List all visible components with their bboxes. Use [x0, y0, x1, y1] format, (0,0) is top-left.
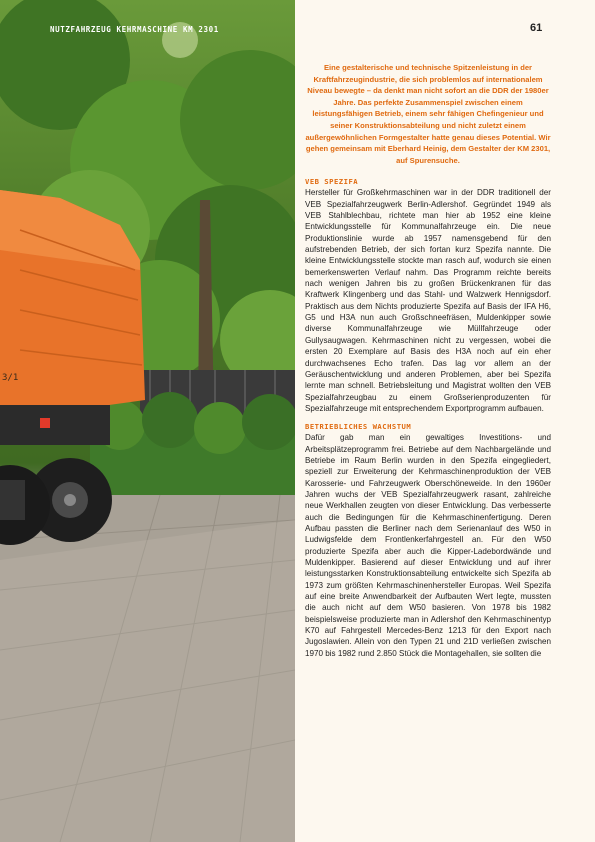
svg-text:3/1: 3/1: [2, 373, 19, 383]
hedge: [90, 392, 295, 500]
page-number: 61: [530, 22, 543, 34]
street-sweeper-photo: [0, 0, 295, 842]
section-heading: BETRIEBLICHES WACHSTUM: [305, 422, 412, 432]
section-body: Hersteller für Großkehrmaschinen war in der DDR traditionell der VEB Spezialfahrzeugwerk Berlin-Adlershof. Gegründet 1949 als VEB Stahlblechbau, richtete man hier ab 1952 eine kleine Entwicklungsstelle für Kommunalfahrzeuge ein. Die neue Produktionslinie wurde ab 1957 namensgebend für den aufstrebenden Betrieb, der sich fortan kurz Spezifa nannte. Die kleine Entwicklungsstelle stockte man rasch auf, wodurch sie einen bemerkenswerten Verlauf nahm. Das Programm reichte bereits nach wenigen Jahren bis zu großen Brückenkranen für das Kraftwerk Klingenberg und das Stahl- und Walzwerk Hennigsdorf. Praktisch aus dem Nichts produzierte Spezifa auf Basis der IFA H6, G5 und H3A nun auch Großschneefräsen, Muldenkipper sowie diverse Kommunalfahrzeuge wie Müllfahrzeuge oder Gullysaugwagen. Kehrmaschinen nicht zu vergessen, wobei die ersten 20 Exemplare auf Basis des H3A noch auf ein eher durchwachsenes Echo trafen. Das lag vor allem an der Geräuschentwicklung und anderen Problemen, aber bei Spezifa lernte man schnell. Betriebsleitung und Magistrat wollten den VEB Spezialfahrzeugbau zu einem Großserienproduzenten für Spezialfahrzeuge mit entsprechendem Exportprogramm aufbauen.: [305, 188, 551, 413]
photo-illustration: [0, 0, 295, 842]
article-column: [305, 62, 551, 666]
section-body: Dafür gab man ein gewaltiges Investitions- und Arbeitsplätzeprogramm frei. Betriebe auf dem Nachbargelände und Betriebe im Raum Berlin wurden in den Spezifa eingegliedert, speziell zur Erweiterung der Kehrmaschinenproduktion der VEB Karosserie- und Fahrzeugwerk Oberschöneweide. In den 1960er Jahren wuchs der VEB Spezialfahrzeugwerk rasant, zahlreiche neue Werkhallen zeugten von dieser Entwicklung. Das verbesserte auch die Bedingungen für die Kehrmaschinenfertigung. Deren Aufbau passten die Berliner nach dem Serienanlauf des W50 in Ludwigsfelde dem Frontlenkerfahrgestell an. Für den W50 produzierte Spezifa aber auch die Kipper-Ladebordwände und Muldenkipper. Basierend auf dieser Entwicklung und auf ihrer leistungsstarken Konstruktionsabteilung entwickelte sich Spezifa ab 1973 zum größten Kehrmaschinenhersteller Europas. Weil Spezifa auf eine breite Anwendbarkeit der Aufbauten Wert legte, mussten die auch nicht auf dem W50 basieren. Von 1978 bis 1982 beispielsweise produzierte man in Adlershof den Kehrmaschinentyp K70 auf Fahrgestell Mercedes-Benz 1213 für den Export nach Jugoslawien. Allein von den Typen 21 und 21D verließen zwischen 1970 bis 1982 rund 2.850 Stück die Montagehallen, sie sollten die: [305, 433, 551, 658]
running-head: NUTZFAHRZEUG KEHRMASCHINE KM 2301: [50, 25, 219, 34]
intro-paragraph: Eine gestalterische und technische Spitzenleistung in der Kraftfahrzeugindustrie, die sich problemlos auf internationalem Niveau bewegte – da denkt man nicht sofort an die DDR der 1980er Jahre. Das perfekte Zusammenspiel zwischen einem leistungsfähigen Betrieb, einem sehr fähigen Chefingenieur und seiner Konstruktionsabteilung und nicht zuletzt einem außergewöhnlichen Formgestalter hatte genau dieses Potential. Wir gehen gemeinsam mit Eberhard Heinig, dem Gestalter der KM 2301, auf Spurensuche.: [305, 63, 551, 165]
section-heading: VEB SPEZIFA: [305, 177, 359, 187]
